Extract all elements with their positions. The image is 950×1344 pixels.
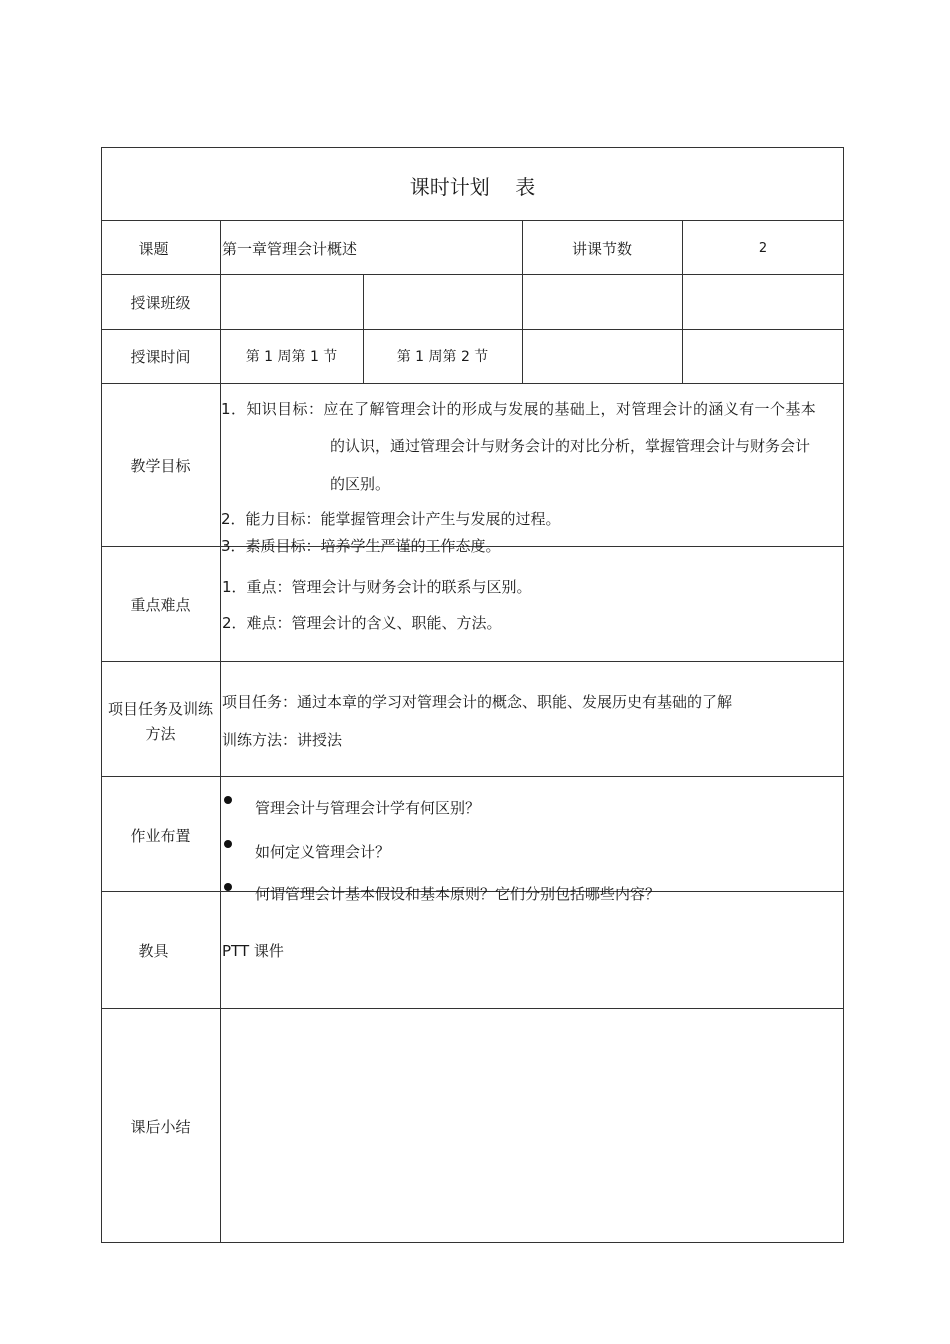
row-divider — [101, 661, 844, 662]
objectives-label: 教学目标 — [130, 457, 191, 475]
row-divider — [101, 274, 844, 275]
objective-line: 的区别。 — [330, 475, 391, 493]
topic-value: 第一章管理会计概述 — [222, 240, 358, 258]
objective-line: 的认识，通过管理会计与财务会计的对比分析，掌握管理会计与财务会计 — [330, 437, 811, 455]
time-slot-2: 第 1 周第 2 节 — [396, 349, 489, 365]
keypoint-line: 2．难点：管理会计的含义、职能、方法。 — [222, 614, 502, 632]
row-divider — [101, 329, 844, 330]
bullet-icon — [224, 840, 232, 848]
row-divider — [101, 1008, 844, 1009]
class-label: 授课班级 — [130, 294, 191, 312]
project-task: 项目任务：通过本章的学习对管理会计的概念、职能、发展历史有基础的了解 — [222, 693, 733, 711]
project-label-line-2: 方法 — [145, 725, 176, 743]
homework-item: 管理会计与管理会计学有何区别？ — [255, 799, 481, 817]
keypoint-line: 1．重点：管理会计与财务会计的联系与区别。 — [222, 578, 532, 596]
tools-label: 教具 — [138, 942, 169, 960]
keypoints-label: 重点难点 — [130, 596, 191, 614]
project-method: 训练方法：讲授法 — [222, 731, 343, 749]
topic-label: 课题 — [138, 240, 169, 258]
sessions-value: 2 — [758, 241, 768, 256]
column-divider — [220, 220, 221, 1243]
bullet-icon — [224, 883, 232, 891]
page-title: 课时计划 表 — [409, 175, 536, 199]
bullet-icon — [224, 796, 232, 804]
summary-label: 课后小结 — [130, 1118, 191, 1136]
row-divider — [101, 220, 844, 221]
objective-line: 3．素质目标：培养学生严谨的工作态度。 — [221, 537, 501, 555]
objective-line: 1．知识目标：应在了解管理会计的形成与发展的基础上，对管理会计的涵义有一个基本 — [221, 400, 817, 418]
time-slot-1: 第 1 周第 1 节 — [245, 349, 338, 365]
objective-line: 2．能力目标：能掌握管理会计产生与发展的过程。 — [221, 510, 561, 528]
tools-value: PTT 课件 — [222, 942, 284, 960]
homework-label: 作业布置 — [130, 827, 191, 845]
homework-item: 何谓管理会计基本假设和基本原则？它们分别包括哪些内容？ — [255, 885, 661, 903]
time-label: 授课时间 — [130, 348, 191, 366]
project-label-line-1: 项目任务及训练 — [107, 700, 213, 718]
objectives-content — [221, 384, 843, 555]
sessions-label: 讲课节数 — [571, 240, 632, 258]
homework-content — [221, 777, 843, 903]
homework-item: 如何定义管理会计？ — [255, 843, 391, 861]
